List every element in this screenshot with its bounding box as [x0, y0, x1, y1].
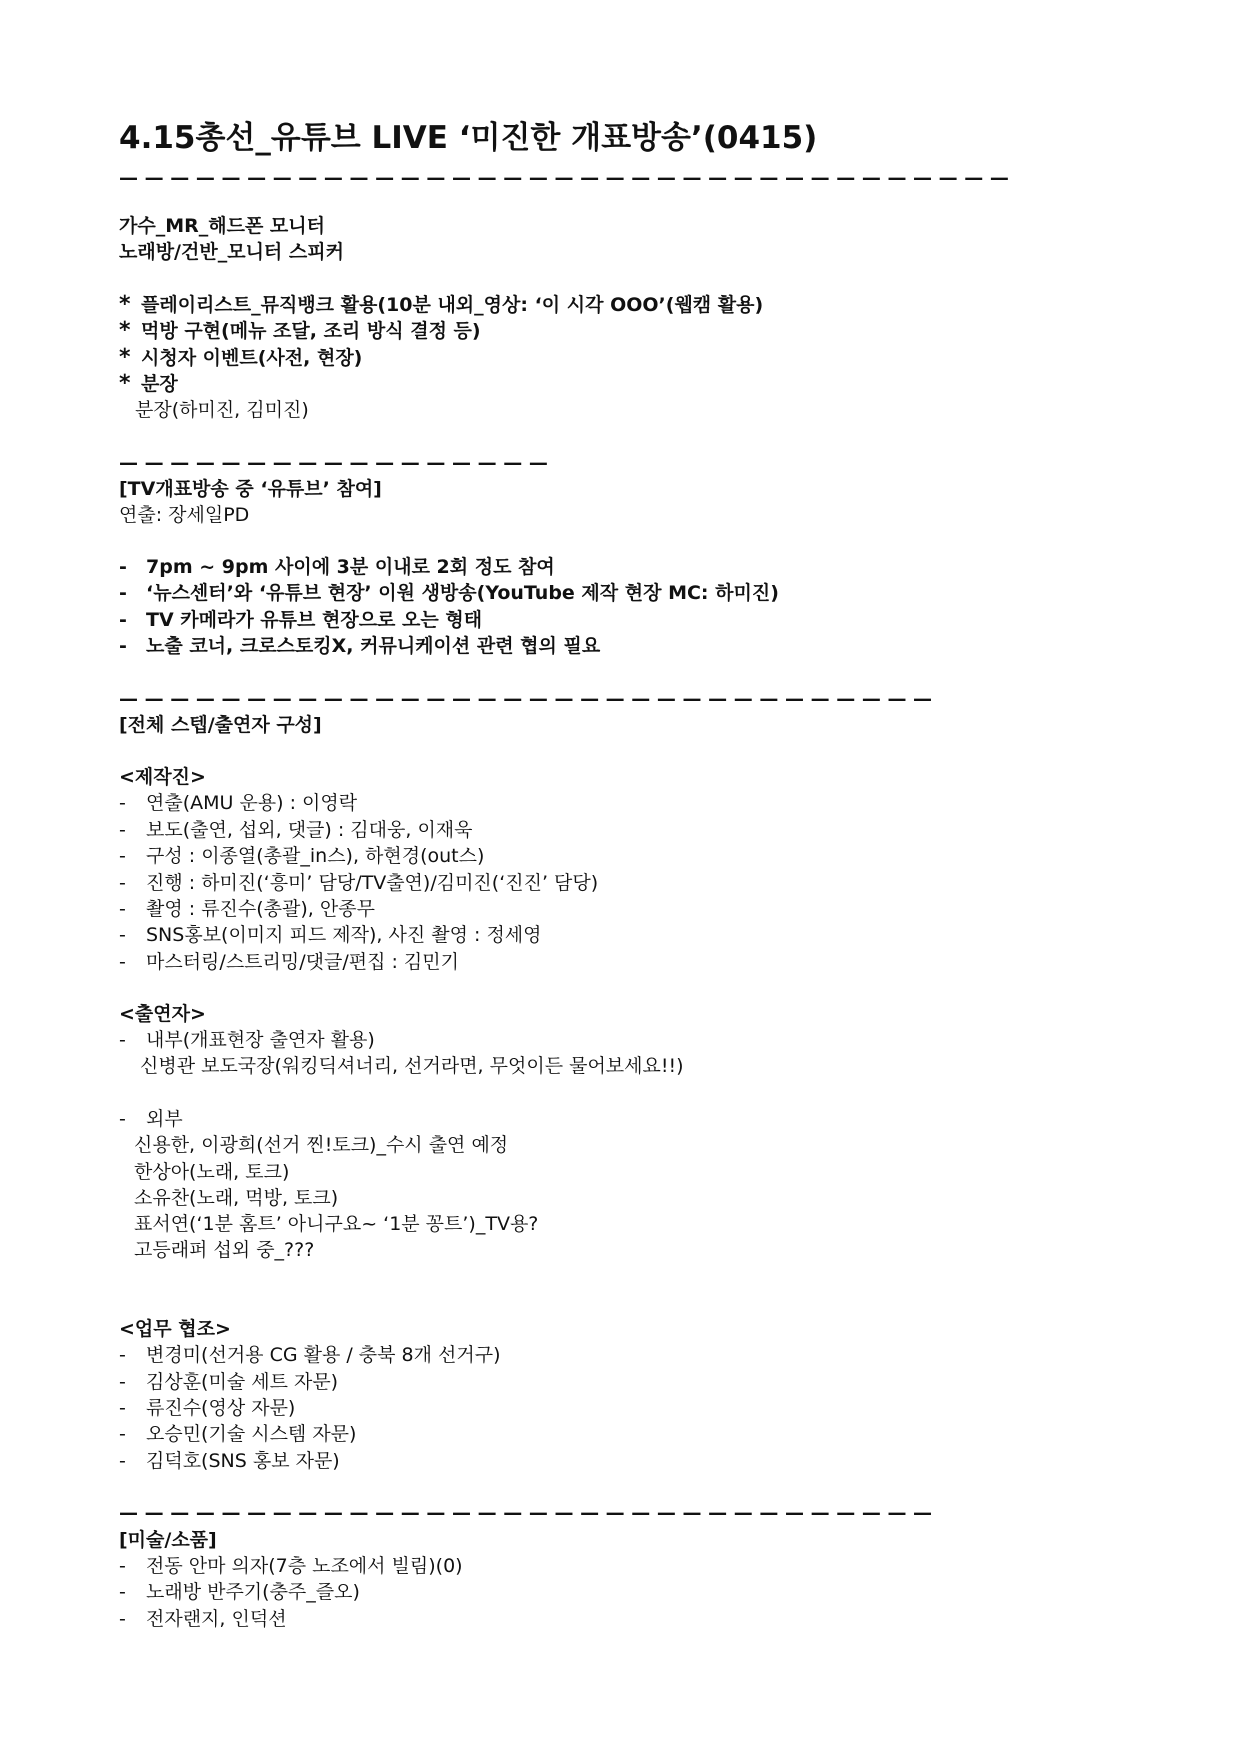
list-item: - 보도(출연, 섭외, 댓글) : 김대웅, 이재욱	[119, 819, 473, 841]
bullet-item: * 먹방 구현(메뉴 조달, 조리 방식 결정 등)	[119, 318, 481, 343]
asterisk-bullet-icon: *	[119, 371, 131, 396]
dash-bullet-icon: -	[119, 1371, 126, 1393]
list-item: - 김상훈(미술 세트 자문)	[119, 1371, 339, 1393]
bullet-item: * 플레이리스트_뮤직뱅크 활용(10분 내외_영상: ‘이 시각 OOO’(웹캠 활용)	[119, 292, 764, 317]
subheading-cooperation: <업무 협조>	[119, 1318, 231, 1340]
dash-bullet-icon: -	[119, 635, 127, 657]
list-item: - 연출(AMU 운용) : 이영락	[119, 792, 358, 814]
dash-bullet-icon: -	[119, 898, 126, 920]
intro-line-1: 가수_MR_해드폰 모니터	[119, 215, 325, 237]
list-item: - 류진수(영상 자문)	[119, 1397, 296, 1419]
list-item: - 변경미(선거용 CG 활용 / 충북 8개 선거구)	[119, 1344, 501, 1366]
list-item: - 진행 : 하미진(‘흥미’ 담당/TV출연)/김미진(‘진진’ 담당)	[119, 872, 599, 894]
cast-detail: 신용한, 이광희(선거 찐!토크)_수시 출연 예정	[134, 1134, 509, 1156]
bullet-item: * 시청자 이벤트(사전, 현장)	[119, 345, 363, 370]
separator-line-long: — — — — — — — — — — — — — — — — — — — — — — — — — — — — — — — — — — —	[119, 167, 1009, 189]
dash-bullet-icon: -	[119, 1555, 126, 1577]
dash-bullet-icon: -	[119, 792, 126, 814]
dash-bullet-icon: -	[119, 1397, 126, 1419]
cast-detail: 한상아(노래, 토크)	[134, 1161, 290, 1183]
dash-bullet-icon: -	[119, 872, 126, 894]
list-item: - 구성 : 이종열(총괄_in스), 하현경(out스)	[119, 845, 485, 867]
subheading-production: <제작진>	[119, 766, 206, 788]
dash-bullet-icon: -	[119, 924, 126, 946]
dash-bullet-icon: -	[119, 556, 127, 578]
dash-bullet-icon: -	[119, 1450, 126, 1472]
dash-bullet-icon: -	[119, 1581, 126, 1603]
dash-item: - 노출 코너, 크로스토킹X, 커뮤니케이션 관련 협의 필요	[119, 635, 601, 657]
separator-line-short: — — — — — — — — — — — — — — — — —	[119, 452, 548, 474]
cast-detail: 소유찬(노래, 먹방, 토크)	[134, 1187, 339, 1209]
intro-line-2: 노래방/건반_모니터 스피커	[119, 241, 344, 263]
asterisk-bullet-icon: *	[119, 318, 131, 343]
dash-bullet-icon: -	[119, 1608, 126, 1630]
dash-bullet-icon: -	[119, 609, 127, 631]
bullet-subitem: 분장(하미진, 김미진)	[135, 399, 309, 421]
director-line: 연출: 장세일PD	[119, 504, 250, 526]
cast-detail: 표서연(‘1분 홈트’ 아니구요~ ‘1분 꽁트’)_TV용?	[134, 1213, 539, 1235]
section-heading-staff: [전체 스텝/출연자 구성]	[119, 714, 322, 736]
asterisk-bullet-icon: *	[119, 345, 131, 370]
subheading-cast: <출연자>	[119, 1003, 206, 1025]
list-item: - 전동 안마 의자(7층 노조에서 빌림)(0)	[119, 1555, 463, 1577]
dash-bullet-icon: -	[119, 1344, 126, 1366]
list-item: - 내부(개표현장 출연자 활용)	[119, 1029, 375, 1051]
dash-bullet-icon: -	[119, 845, 126, 867]
list-item: - 마스터링/스트리밍/댓글/편집 : 김민기	[119, 951, 459, 973]
list-item: - 촬영 : 류진수(총괄), 안종무	[119, 898, 375, 920]
dash-bullet-icon: -	[119, 1029, 126, 1051]
list-item: - 노래방 반주기(충주_즐오)	[119, 1581, 360, 1603]
dash-item: - ‘뉴스센터’와 ‘유튜브 현장’ 이원 생방송(YouTube 제작 현장 MC: 하미진)	[119, 582, 779, 604]
dash-bullet-icon: -	[119, 819, 126, 841]
section-heading-props: [미술/소품]	[119, 1529, 217, 1551]
separator-line-medium: — — — — — — — — — — — — — — — — — — — — — — — — — — — — — — — —	[119, 688, 933, 710]
dash-bullet-icon: -	[119, 1108, 126, 1130]
list-item: - SNS홍보(이미지 피드 제작), 사진 촬영 : 정세영	[119, 924, 542, 946]
section-heading-tv: [TV개표방송 중 ‘유튜브’ 참여]	[119, 478, 382, 500]
separator-line-medium: — — — — — — — — — — — — — — — — — — — — — — — — — — — — — — — —	[119, 1502, 933, 1524]
dash-item: - TV 카메라가 유튜브 현장으로 오는 형태	[119, 609, 483, 631]
list-item: - 외부	[119, 1108, 183, 1130]
document-title: 4.15총선_유튜브 LIVE ‘미진한 개표방송’(0415)	[119, 120, 818, 156]
dash-item: - 7pm ~ 9pm 사이에 3분 이내로 2회 정도 참여	[119, 556, 555, 578]
cast-detail: 신병관 보도국장(워킹딕셔너리, 선거라면, 무엇이든 물어보세요!!)	[140, 1055, 684, 1077]
list-item: - 김덕호(SNS 홍보 자문)	[119, 1450, 340, 1472]
bullet-item: * 분장	[119, 371, 178, 396]
list-item: - 전자랜지, 인덕션	[119, 1608, 287, 1630]
dash-bullet-icon: -	[119, 582, 127, 604]
list-item: - 오승민(기술 시스템 자문)	[119, 1423, 357, 1445]
asterisk-bullet-icon: *	[119, 292, 131, 317]
dash-bullet-icon: -	[119, 951, 126, 973]
cast-detail: 고등래퍼 섭외 중_???	[134, 1239, 315, 1261]
dash-bullet-icon: -	[119, 1423, 126, 1445]
